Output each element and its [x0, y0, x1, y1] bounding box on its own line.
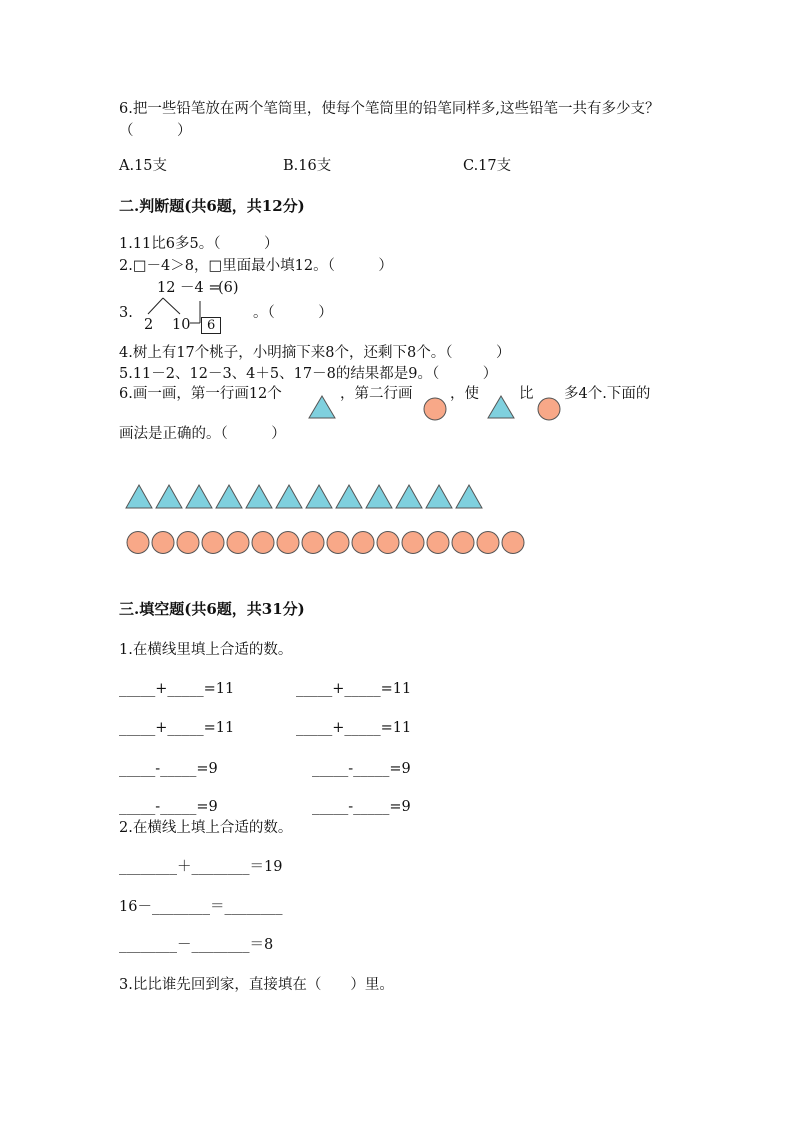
row-circle — [177, 532, 199, 554]
triangle-icon — [487, 395, 517, 419]
row-triangle — [426, 485, 452, 508]
fill-q2-line1[interactable]: ________＋________＝19 — [119, 859, 283, 875]
fill-q2-title: 2.在横线上填上合适的数。 — [119, 820, 293, 836]
row-triangle — [396, 485, 422, 508]
circle-icon — [423, 397, 449, 423]
row-triangle — [216, 485, 242, 508]
judge-q3-number: 3. — [119, 305, 133, 321]
option-a[interactable]: A.15支 — [119, 158, 168, 174]
row-triangle — [186, 485, 212, 508]
fill-q1-row2-left[interactable]: _____+_____=11 — [119, 720, 235, 736]
row-triangle — [366, 485, 392, 508]
judge-q2: 2.□－4＞8，□里面最小填12。（ ） — [119, 258, 393, 274]
judge-q1: 1.11比6多5。（ ） — [119, 236, 279, 252]
fill-q1-row4-right[interactable]: _____-_____=9 — [312, 799, 411, 815]
fill-q1-row4-left[interactable]: _____-_____=9 — [119, 799, 218, 815]
triangle-icon — [308, 395, 338, 419]
row-triangle — [276, 485, 302, 508]
row-circle — [202, 532, 224, 554]
fill-q2-line2[interactable]: 16－________＝________ — [119, 899, 283, 915]
row-triangle — [456, 485, 482, 508]
judge-q6-part1: 6.画一画，第一行画12个 — [119, 386, 282, 402]
judge-q3-tail: 。（ ） — [253, 305, 333, 321]
judge-q3-split-left: 2 — [144, 317, 154, 333]
fill-q1-row3-left[interactable]: _____-_____=9 — [119, 761, 218, 777]
fill-q1-row2-right[interactable]: _____+_____=11 — [296, 720, 412, 736]
row-triangle — [336, 485, 362, 508]
row-circle — [427, 532, 449, 554]
fill-q2-line3[interactable]: ________－________＝8 — [119, 937, 274, 953]
fill-q1-row1-right[interactable]: _____+_____=11 — [296, 681, 412, 697]
judge-q3-box: 6 — [201, 317, 221, 334]
row-triangle — [306, 485, 332, 508]
row-circle — [327, 532, 349, 554]
judge-q3-equation: 12 －4 = — [157, 280, 221, 296]
row-circle — [277, 532, 299, 554]
fill-q3-title: 3.比比谁先回到家，直接填在（ ）里。 — [119, 977, 394, 993]
section-3-title: 三.填空题(共6题，共31分) — [119, 600, 305, 618]
judge-q3-result: (6) — [218, 280, 239, 296]
row-triangle — [156, 485, 182, 508]
row-circle — [252, 532, 274, 554]
row-triangle — [246, 485, 272, 508]
row-circle — [377, 532, 399, 554]
row-triangle — [126, 485, 152, 508]
row-circle — [127, 532, 149, 554]
judge-q4: 4.树上有17个桃子，小明摘下来8个，还剩下8个。（ ） — [119, 345, 511, 361]
row-circle — [477, 532, 499, 554]
circle-icon — [537, 397, 563, 423]
judge-q6-part4: 比 — [519, 386, 534, 402]
row-circle — [352, 532, 374, 554]
option-c[interactable]: C.17支 — [463, 158, 512, 174]
fill-q1-row3-right[interactable]: _____-_____=9 — [312, 761, 411, 777]
row-circle — [452, 532, 474, 554]
section-2-title: 二.判断题(共6题，共12分) — [119, 197, 305, 215]
fill-q1-row1-left[interactable]: _____+_____=11 — [119, 681, 235, 697]
row-circle — [502, 532, 524, 554]
circle-row — [124, 530, 534, 560]
judge-q3-split-right: 10 — [172, 317, 191, 333]
judge-q6-part5: 多4个.下面的 — [564, 386, 651, 402]
row-circle — [302, 532, 324, 554]
judge-q6-line2: 画法是正确的。（ ） — [119, 426, 286, 442]
row-circle — [152, 532, 174, 554]
row-circle — [402, 532, 424, 554]
judge-q5: 5.11－2、12－3、4＋5、17－8的结果都是9。（ ） — [119, 366, 498, 382]
judge-q6-part2: ，第二行画 — [340, 386, 413, 402]
fill-q1-title: 1.在横线里填上合适的数。 — [119, 642, 293, 658]
option-b[interactable]: B.16支 — [283, 158, 332, 174]
triangle-row — [124, 484, 494, 514]
question-6-stem: 6.把一些铅笔放在两个笔筒里，使每个笔筒里的铅笔同样多,这些铅笔一共有多少支？（ ） — [119, 101, 660, 139]
row-circle — [227, 532, 249, 554]
judge-q6-part3: ，使 — [450, 386, 479, 402]
